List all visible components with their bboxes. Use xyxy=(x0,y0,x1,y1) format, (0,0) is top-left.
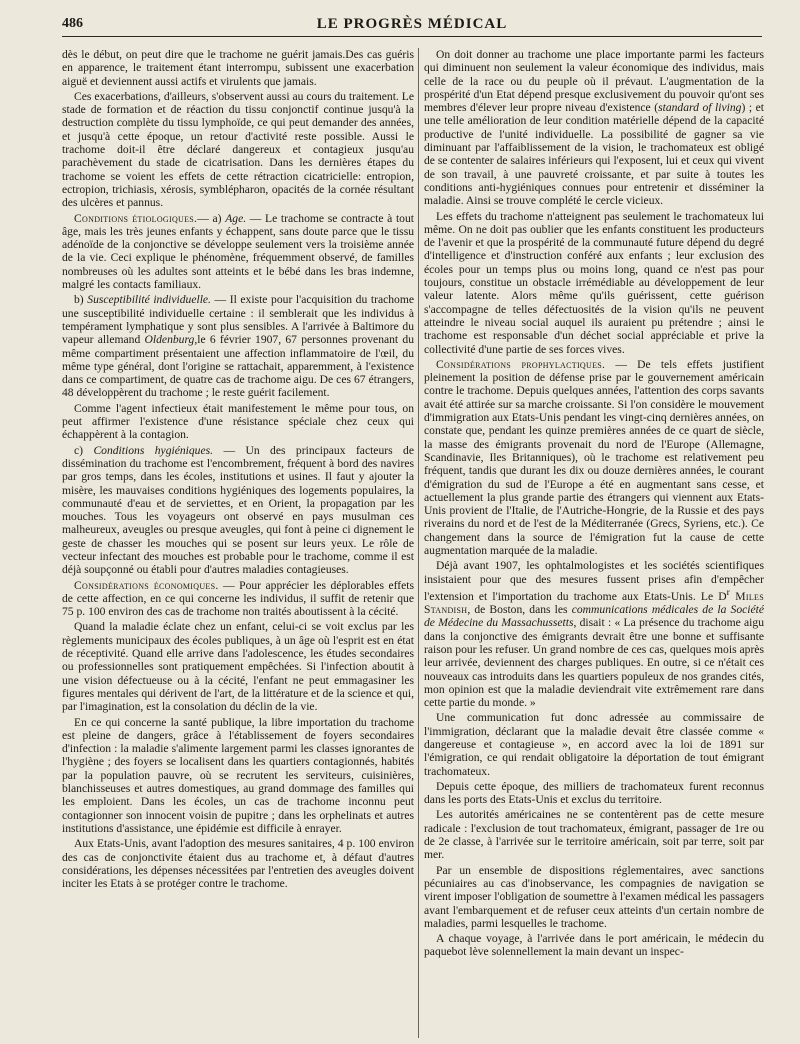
ship-name: Oldenburg xyxy=(144,333,195,347)
text: — Pour apprécier les déplorables effets de cette affection, en ce qui concerne les individus, il suffit de retenir que 75 p. 100 environ des cas de trachome non traités aboutissent à la cécité. xyxy=(62,578,414,619)
text: c) xyxy=(74,443,94,457)
section-heading: Considérations prophylactiques. xyxy=(436,357,606,371)
text: — Il existe pour l'acquisition du trachome une susceptibilité individuelle certaine : il semblerait que les individus à tempérament lymphatique y sont plus sensibles. A l'arrivée à Baltimore du vapeur allemand xyxy=(62,293,414,347)
paragraph: En ce qui concerne la santé publique, la libre importation du trachome est pleine de dangers, grâce à l'établissement de foyers secondaires d'infection : la maladie s'alimente largement parmi les classes ignorantes de l'hygiène ; des foyers se localisent dans les quartiers contagionnés, habités par la population pauvre, où se recrutent les serviteurs, cuisinières, blanchisseuses et autres domestiques, au grand dommage des familles qui les emploient. Dans les écoles, un cas de trachome inconnu peut contagionner son innocent voisin de pupitre ; dans les orphelinats et autres institutions d'assistance, une épidémie est difficile à enrayer. xyxy=(62,715,414,835)
right-column xyxy=(424,48,764,1038)
paragraph: Depuis cette époque, des milliers de trachomateux furent reconnus dans les ports des Etats-Unis et exclus du territoire. xyxy=(424,779,764,807)
superscript: r xyxy=(726,586,730,598)
paragraph: Comme l'agent infectieux était manifestement le même pour tous, on peut affirmer l'existence d'une résistance spéciale chez ceux qui échappèrent à la contagion. xyxy=(62,401,414,442)
paragraph: Ces exacerbations, d'ailleurs, s'observent aussi au cours du traitement. Le stade de formation et de réaction du tissu conjonctif continue jusqu'à la destruction complète du tissu lymphoïde, ce qui peut demander des années, et jusqu'à cette époque, un retour d'activité reste possible. Aussi le trachome doit-il être déclaré dangereux et contagieux jusqu'au parachèvement du stade de cicatrisation. Dans les dernières étapes du trachome se voient les effets de cette rétraction cicatricielle: entropion, ectropion, trichiasis, xérosis, symblépharon, opacités de la cornée résultant des ulcères et pannus. xyxy=(62,89,414,210)
emphasis: standard of living xyxy=(658,101,742,115)
paragraph: Les autorités américaines ne se contentèrent pas de cette mesure radicale : l'exclusion de tout trachomateux, émigrant, passager de 1re ou de 2e classe, à l'arrivée sur le territoire américain, soit par terre, soit par mer. xyxy=(424,808,764,862)
text: , disait : « La présence du trachome aigu dans la conjonctive des émigrants devrait être une bonne et suffisante raison pour les refuser. Un grand nombre de ces cas, quelques mois après leur arrivée, deviennent des charges publiques. En outre, si ce n'était ces nouveaux cas introduits dans les quartiers populeux de nos grandes cités, mon opinion est que la maladie deviendrait vite extrêmement rare dans cette partie du monde. » xyxy=(424,616,764,710)
section-heading: Considérations économiques. xyxy=(74,578,219,592)
paragraph: Par un ensemble de dispositions réglementaires, avec sanctions pécuniaires au cas d'inobservance, les compagnies de navigation se virent imposer l'obligation de soumettre à l'examen médical les passagers avant l'embarquement et de refuser ceux atteints d'un certain nombre de maladies, parmi lesquelles le trachome. xyxy=(424,863,764,930)
text: b) xyxy=(74,293,88,307)
paragraph xyxy=(62,444,414,577)
subheading: Susceptibilité individuelle. xyxy=(87,293,211,307)
section-heading: Conditions étiologiques. xyxy=(74,211,198,225)
left-column xyxy=(62,48,414,1038)
page-header xyxy=(62,14,762,37)
author-name: Miles Standish xyxy=(424,589,764,617)
text: Déjà avant 1907, les ophtalmologistes et les sociétés scientifiques insistaient pour que des mesures fussent prises afin d'empêcher l'extension et l'importation du trachome aux Etats-Unis. Le D xyxy=(424,559,764,603)
publication-title: communications médicales de la Société de Médecine du Massachussetts xyxy=(424,603,764,630)
text: On doit donner au trachome une place importante parmi les facteurs qui diminuent non seulement la valeur économique des individus, mais celle de la race ou du peuple où il prévaut. L'augmentation de la prospérité d'un Etat dépend presque exclusivement du pouvoir qu'ont ses membres d'élever leur propre niveau d'existence ( xyxy=(424,48,764,115)
paragraph: Les effets du trachome n'atteignent pas seulement le trachomateux lui même. On ne doit pas oublier que les enfants constituent les producteurs de l'avenir et que la prospérité de la communauté future dépend du degré d'intelligence et d'instruction conféré aux enfants ; leur exclusion des écoles pour un temps plus ou moins long, quand ce n'est pas pour toujours, constitue un obstacle irrémédiable au développement de leur valeur latente. Alors même qu'ils guérissent, cette guérison s'accompagne de telles défectuosités de la vision qu'ils ne peuvent atteindre le niveau social auquel ils auraient pu prétendre ; ainsi le trachome est responsable d'un déchet social appréciable et prive la collectivité d'une partie de ses forces vives. xyxy=(424,209,764,356)
paragraph xyxy=(424,559,764,709)
page-number: 486 xyxy=(62,16,83,31)
column-divider xyxy=(418,48,419,1038)
paragraph: A chaque voyage, à l'arrivée dans le port américain, le médecin du paquebot lève solennellement la main devant un inspec- xyxy=(424,932,764,959)
paragraph xyxy=(424,48,764,208)
subheading: Age. xyxy=(225,211,247,225)
paragraph xyxy=(62,579,414,619)
text: , de Boston, dans les xyxy=(467,603,572,617)
paragraph: Une communication fut donc adressée au commissaire de l'immigration, déclarant que la maladie devait être classée comme « dangereuse et contagieuse », en accord avec la loi de 1891 sur l'émigration, ce qui rendait obligatoire la déportation de tout émigrant trachomateux. xyxy=(424,711,764,778)
paragraph: Quand la maladie éclate chez un enfant, celui-ci se voit exclus par les règlements municipaux des écoles publiques, à un âge où l'esprit est en état de réceptivité. Quand elle arrive dans l'adolescence, les études secondaires ou professionnelles sont pratiquement empêchées. Si l'infection aboutit à une vision défectueuse ou à la cécité, l'enfant ne peut emmagasiner les figures mentales qui dérivent de l'art, de la littérature et de la science et qui, par l'imagination, est la consolation du déclin de la vie. xyxy=(62,620,414,714)
text: — De tels effets justifient pleinement la position de défense prise par le gouvernement américain contre le trachome. Depuis quelques années, l'attention des corps savants avait été attirée sur sa marche croissante. Si l'on considère le mouvement d'immigration aux Etats-Unis pendant les vingt-cinq dernières années, on constate que, pendant les quinze premières années de ce quart de siècle, la masse des émigrants provenait du nord de l'Europe (Allemagne, Scandinavie, Iles Britanniques), où le trachome est relativement peu fréquent, tandis que durant les dix ou douze dernières années, le courant d'émigration du sud de l'Europe a été en augmentant sans cesse, et actuellement la plus grande partie des étrangers qui viennent aux Etats-Unis provient de l'Italie, de l'Autriche-Hongrie, de la Russie et des pays riverains du nord et de l'est de la Méditerranée (Grecs, Syriens, etc.). Ce changement dans la source de l'émigration fut la cause de cette augmentation marquée de la maladie. xyxy=(424,357,764,557)
text: ) ; et une telle amélioration de leur condition matérielle dépend de la capacité productive de l'unité individuelle. La possibilité de gagner sa vie diminuant par l'affaiblissement de la vision, le trachomateux est obligé de se contenter de salaires inférieurs qui l'exposent, lui et ceux qui vivent de son travail, à une pauvreté croissante, et par suite à toutes les conditions anti-hygiéniques connues pour entretenir et disséminer la maladie. Ainsi se trouve complété le cercle vicieux. xyxy=(424,101,764,208)
text: — Un des principaux facteurs de dissémination du trachome est l'encombrement, fréquent à bord des navires par gros temps, dans les écoles, institutions et usines. Il faut y ajouter la misère, les mauvaises conditions hygiéniques des logements populaires, la communauté d'eau et de serviettes, et en Orient, la propagation par les mouches. Tous les voyageurs ont observé en pays musulman ces malheureux, aveugles ou presque aveugles, qui font à peine ci dignement le geste de chasser les mouches qui se posent sur leurs yeux. Le rôle de vecteur infectant des mouches est probable pour le trachome, comme il est déjà soupçonné ou établi pour d'autres maladies contagieuses. xyxy=(62,443,414,577)
subheading: Conditions hygiéniques. xyxy=(93,443,214,457)
paragraph xyxy=(62,293,414,399)
text: — Le trachome se contracte à tout âge, mais les très jeunes enfants y échappent, sans doute parce que le tissu adénoïde de la conjonctive se développe seulement vers la troisième année de la vie. Ceci explique le phénomène, fréquemment observé, de familles nombreuses où les adultes sont atteints et le bébé dans les bras indemne, malgré les contacts familiaux. xyxy=(62,211,414,292)
paragraph xyxy=(62,212,414,292)
journal-title: LE PROGRÈS MÉDICAL xyxy=(316,16,508,32)
text: ,le 6 février 1907, 67 personnes provenant du même compartiment présentaient une affection inflammatoire de l'œil, du même type général, dont l'origine se rattachait, apparemment, à l'existence dans ce compartiment, de quatre cas de trachome aigu. De ces 67 étrangers, 48 développèrent du trachome ; le reste guérit facilement. xyxy=(62,333,414,400)
paragraph: Aux Etats-Unis, avant l'adoption des mesures sanitaires, 4 p. 100 environ des cas de conjonctivite étaient dus au trachome et, à défaut d'autres considérations, les dépenses nécessitées par l'entretien des aveugles doivent inciter les Etats à se protéger contre le trachome. xyxy=(62,837,414,891)
text: — a) xyxy=(197,211,226,225)
paragraph xyxy=(424,358,764,557)
paragraph: dès le début, on peut dire que le trachome ne guérit jamais.Des cas guéris en apparence, le traitement étant interrompu, subissent une exacerbation aiguë et deviennent aussi actifs et virulents que jamais. xyxy=(62,48,414,88)
